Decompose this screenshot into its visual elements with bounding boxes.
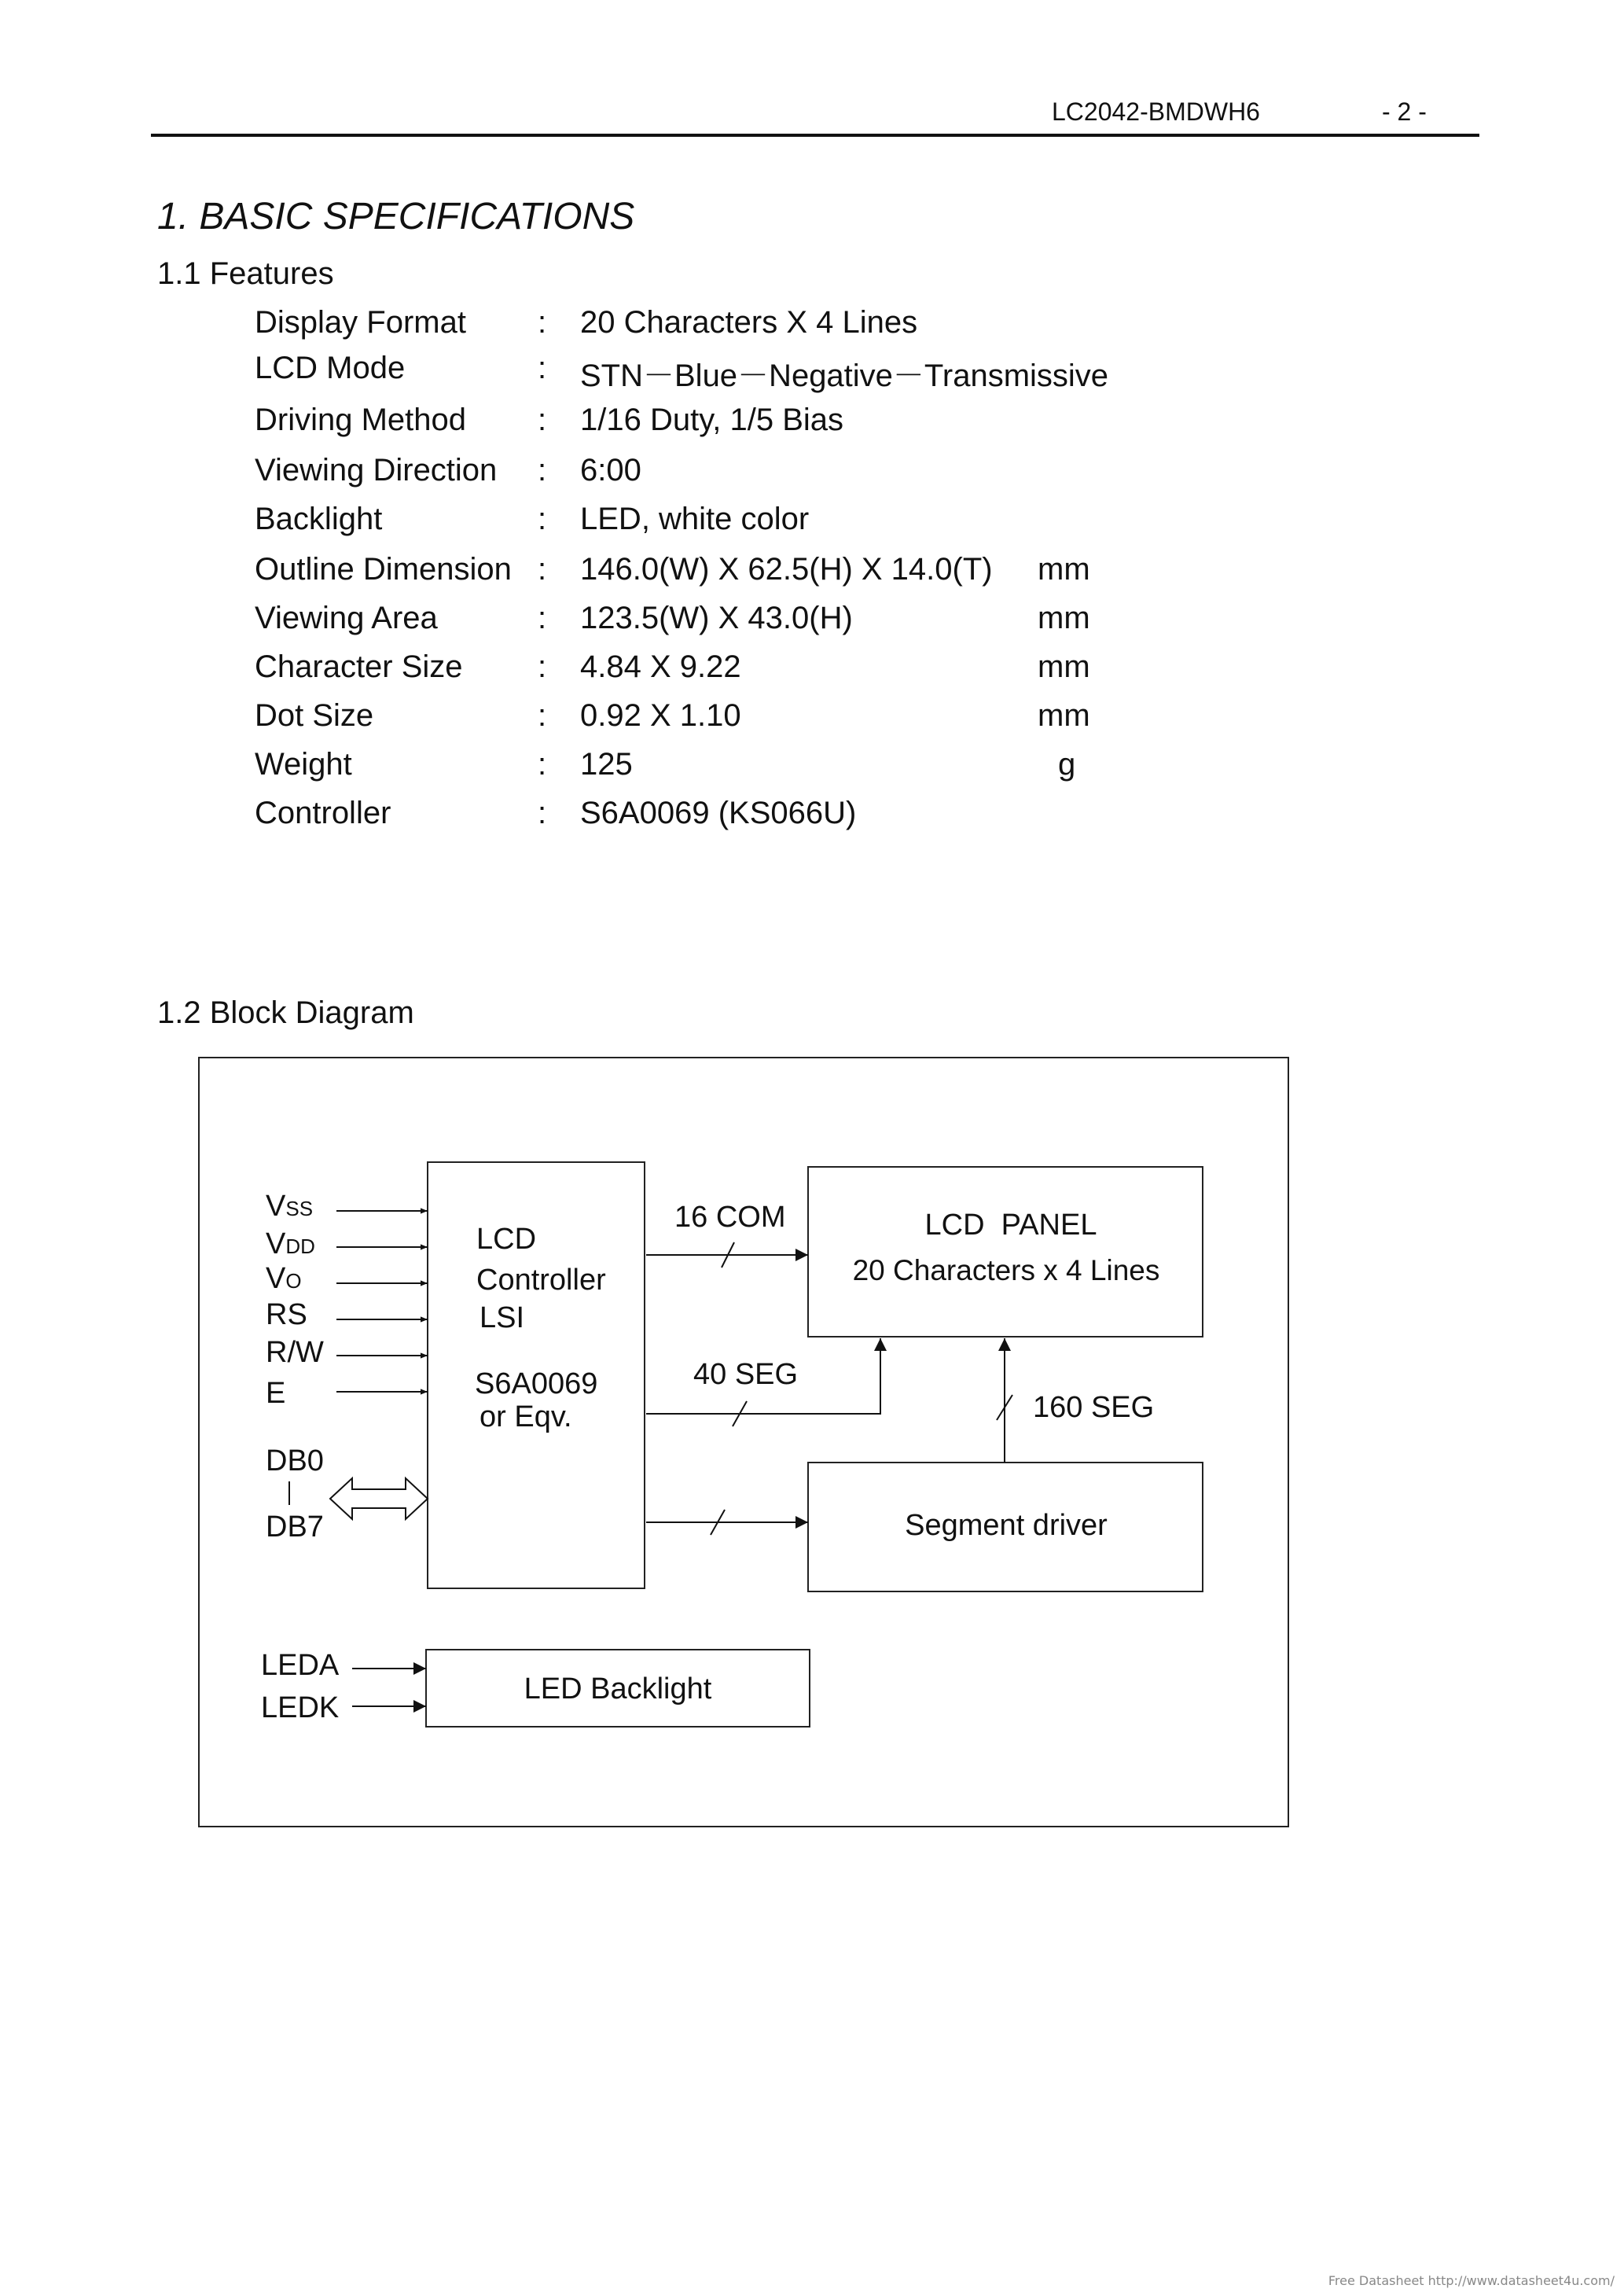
spec-unit: g — [1058, 747, 1076, 782]
signal-vdd: VDD — [266, 1227, 315, 1260]
spec-unit: mm — [1038, 698, 1090, 733]
controller-label-3: LSI — [479, 1301, 525, 1334]
lcd-panel-label: LCD PANEL — [924, 1209, 1097, 1242]
spec-colon: : — [538, 453, 547, 488]
signal-leda: LEDA — [261, 1649, 340, 1682]
page-number: - 2 - — [1382, 98, 1427, 126]
signal-rw: R/W — [266, 1336, 324, 1369]
controller-label-2: Controller — [476, 1264, 606, 1297]
spec-label: Controller — [255, 796, 391, 830]
spec-label: Character Size — [255, 649, 463, 684]
data-bus-arrow-icon — [330, 1478, 428, 1519]
lcd-panel-sublabel: 20 Characters x 4 Lines — [852, 1254, 1160, 1286]
section-title: 1. BASIC SPECIFICATIONS — [157, 196, 635, 237]
spec-colon: : — [538, 698, 547, 733]
spec-colon: : — [538, 305, 547, 340]
spec-colon: : — [538, 601, 547, 635]
spec-colon: : — [538, 649, 547, 684]
spec-label: Display Format — [255, 305, 466, 340]
spec-label: LCD Mode — [255, 351, 406, 385]
spec-label: Weight — [255, 747, 352, 782]
spec-value: 20 Characters X 4 Lines — [580, 305, 918, 340]
spec-value: 146.0(W) X 62.5(H) X 14.0(T) — [580, 552, 993, 587]
spec-value: 123.5(W) X 43.0(H) — [580, 601, 853, 635]
spec-label: Viewing Area — [255, 601, 438, 635]
spec-value: 0.92 X 1.10 — [580, 698, 741, 733]
signal-db0: DB0 — [266, 1444, 324, 1477]
signal-db7: DB7 — [266, 1510, 324, 1544]
controller-label-5: or Eqv. — [479, 1400, 572, 1433]
features-title: 1.1 Features — [157, 256, 334, 291]
spec-colon: : — [538, 796, 547, 830]
footer-watermark: Free Datasheet http://www.datasheet4u.com/ — [1328, 2273, 1615, 2288]
spec-label: Outline Dimension — [255, 552, 512, 587]
spec-value: 125 — [580, 747, 633, 782]
spec-label: Backlight — [255, 502, 383, 536]
spec-value: S6A0069 (KS066U) — [580, 796, 857, 830]
spec-value: LED, white color — [580, 502, 810, 536]
spec-value: 6:00 — [580, 453, 641, 488]
spec-unit: mm — [1038, 649, 1090, 684]
signal-vss: VSS — [266, 1190, 314, 1223]
spec-label: Dot Size — [255, 698, 374, 733]
signal-e: E — [266, 1377, 286, 1410]
spec-label: Viewing Direction — [255, 453, 498, 488]
spec-label: Driving Method — [255, 403, 467, 437]
signal-ledk: LEDK — [261, 1691, 340, 1724]
controller-label-1: LCD — [476, 1223, 537, 1256]
spec-value: 1/16 Duty, 1/5 Bias — [580, 403, 843, 437]
spec-unit: mm — [1038, 552, 1090, 587]
spec-colon: : — [538, 403, 547, 437]
spec-colon: : — [538, 351, 547, 385]
segment-driver-label: Segment driver — [905, 1509, 1108, 1542]
spec-unit: mm — [1038, 601, 1090, 635]
spec-colon: : — [538, 502, 547, 536]
signal-vo: VO — [266, 1262, 302, 1295]
block-diagram-title: 1.2 Block Diagram — [157, 995, 414, 1030]
bus-label-40seg: 40 SEG — [693, 1358, 799, 1391]
bus-label-160seg: 160 SEG — [1033, 1391, 1155, 1424]
led-backlight-label: LED Backlight — [524, 1672, 712, 1705]
signal-rs: RS — [266, 1298, 307, 1331]
controller-label-4: S6A0069 — [475, 1367, 598, 1400]
spec-colon: : — [538, 552, 547, 587]
document-id: LC2042-BMDWH6 — [1052, 98, 1260, 126]
spec-value: 4.84 X 9.22 — [580, 649, 741, 684]
bus-label-16com: 16 COM — [674, 1201, 786, 1234]
lcd-panel-box — [808, 1167, 1203, 1337]
spec-colon: : — [538, 747, 547, 782]
spec-value: STN－Blue－Negative－Transmissive — [580, 359, 1109, 393]
